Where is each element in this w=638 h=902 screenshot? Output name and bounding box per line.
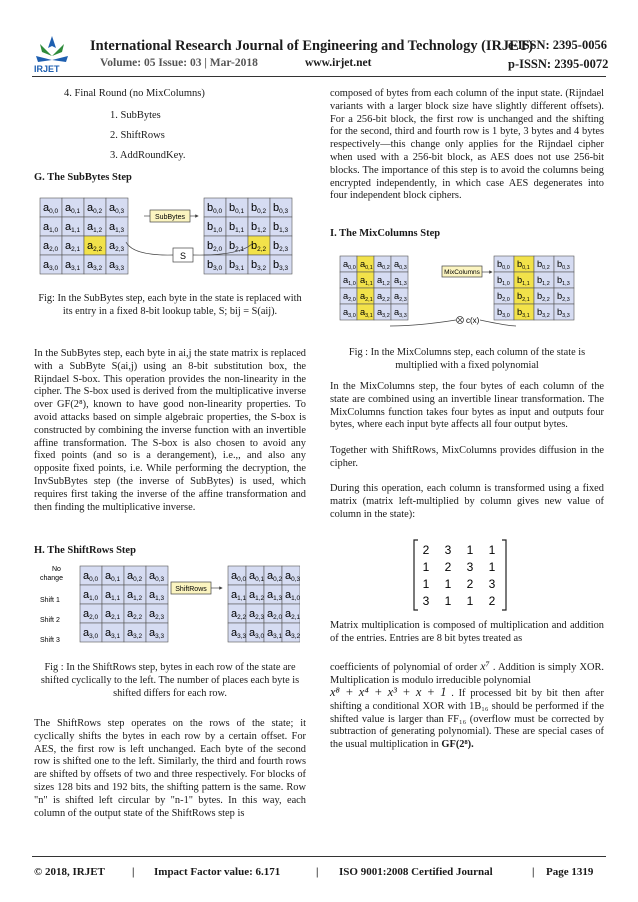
state-cell-label: $a_{2,1}$ bbox=[360, 290, 373, 303]
state-cell-label: $a_{1,1}$ bbox=[360, 274, 373, 287]
state-cell-label: $a_{1,2}$ bbox=[87, 220, 103, 235]
state-cell-label: $a_{0,0}$ bbox=[343, 258, 356, 271]
matrix-entry: 1 bbox=[444, 577, 452, 591]
state-cell-label: $a_{0,1}$ bbox=[65, 201, 81, 216]
para-mixcolumns-6: x⁸ + x⁴ + x³ + x + 1 . If processed bit by bit then after shifting a conditional XOR with 1B₁₆ should be performed if the shifted value is larger than FF₁₆ (overflow must be corrected by subtraction of generating polynomial). These are special cases of the usual multiplication in GF(2⁸). bbox=[330, 685, 604, 751]
para-mixcolumns-4: Matrix multiplication is composed of multiplication and addition of the entries. Entries are 8 bit bytes treated as bbox=[330, 620, 604, 644]
matrix-entry: 1 bbox=[466, 543, 474, 557]
state-cell-label: $a_{1,0}$ bbox=[343, 274, 356, 287]
state-cell-label: $a_{2,2}$ bbox=[377, 290, 390, 303]
state-cell-label: $a_{3,0}$ bbox=[83, 626, 99, 641]
subbytes-figure bbox=[38, 194, 300, 284]
state-cell-label: $a_{2,3}$ bbox=[249, 607, 265, 622]
state-cell-label: $b_{3,1}$ bbox=[517, 306, 530, 319]
state-cell-label: $b_{1,2}$ bbox=[251, 220, 267, 235]
footer-sep: | bbox=[316, 866, 319, 878]
state-cell-label: $b_{2,0}$ bbox=[207, 239, 223, 254]
footer-sep: | bbox=[532, 866, 535, 878]
matrix-entry: 1 bbox=[466, 594, 474, 608]
matrix-entry: 1 bbox=[422, 560, 430, 574]
state-cell-label: $a_{3,2}$ bbox=[87, 258, 103, 273]
para-shiftrows: The ShiftRows step operates on the rows of the state; it cyclically shifts the bytes in each row by a certain offset. For AES, the first row is left unchanged. Each byte of the second row is shifted one to the left. Similarly, the third and fourth rows are shifted by offsets of two and three respectively. For blocks of sizes 128 bits and 192 bits, the shifting pattern is the same. Row "n" is shifted left circular by "n-1" bytes. In this way, each column of the output state of the ShiftRows step is bbox=[34, 718, 306, 819]
state-cell-label: $a_{0,2}$ bbox=[267, 569, 283, 584]
footer-divider bbox=[32, 856, 606, 857]
state-cell-label: $b_{1,1}$ bbox=[229, 220, 245, 235]
state-cell-label: $a_{1,1}$ bbox=[231, 588, 247, 603]
state-cell-label: $a_{3,2}$ bbox=[127, 626, 143, 641]
state-cell-label: $a_{1,1}$ bbox=[65, 220, 81, 235]
state-cell-label: $b_{0,1}$ bbox=[229, 201, 245, 216]
volume-issue: Volume: 05 Issue: 03 | Mar-2018 bbox=[100, 57, 258, 69]
state-cell-label: $b_{0,0}$ bbox=[497, 258, 510, 271]
gf-math: GF(2⁸). bbox=[441, 739, 474, 751]
state-cell-label: $a_{3,0}$ bbox=[249, 626, 265, 641]
footer-iso: ISO 9001:2008 Certified Journal bbox=[339, 866, 493, 878]
state-cell-label: $a_{1,3}$ bbox=[149, 588, 165, 603]
state-cell-label: $a_{1,3}$ bbox=[267, 588, 283, 603]
state-cell-label: $a_{2,2}$ bbox=[231, 607, 247, 622]
matrix-entry: 2 bbox=[466, 577, 474, 591]
fig-i-caption: Fig : In the MixColumns step, each column of the state is multiplied with a fixed polynomial bbox=[348, 347, 586, 371]
state-cell-label: $a_{3,3}$ bbox=[231, 626, 247, 641]
state-cell-label: $a_{3,0}$ bbox=[43, 258, 59, 273]
state-cell-label: $a_{3,3}$ bbox=[149, 626, 165, 641]
state-cell-label: $a_{2,3}$ bbox=[149, 607, 165, 622]
state-cell-label: $a_{2,0}$ bbox=[343, 290, 356, 303]
state-cell-label: $a_{3,1}$ bbox=[65, 258, 81, 273]
mixcolumns-figure bbox=[338, 252, 600, 332]
state-cell-label: $b_{3,3}$ bbox=[557, 306, 570, 319]
footer-copyright: © 2018, IRJET bbox=[34, 866, 105, 878]
state-cell-label: $a_{0,1}$ bbox=[360, 258, 373, 271]
state-cell-label: $b_{2,2}$ bbox=[251, 239, 267, 254]
state-cell-label: $b_{2,3}$ bbox=[557, 290, 570, 303]
matrix-entry: 2 bbox=[444, 560, 452, 574]
no-change-label-2: change bbox=[40, 575, 63, 582]
state-cell-label: $b_{2,3}$ bbox=[273, 239, 289, 254]
state-cell-label: $a_{2,3}$ bbox=[394, 290, 407, 303]
para-mixcolumns-1: In the MixColumns step, the four bytes of each column of the state are combined using an invertible linear transformation. The MixColumns function takes four bytes as input and outputs four bytes, where each input byte affects all four output bytes. bbox=[330, 381, 604, 431]
eissn: e-ISSN: 2395-0056 bbox=[508, 38, 607, 52]
state-cell-label: $a_{3,3}$ bbox=[109, 258, 125, 273]
matrix-entry: 1 bbox=[444, 594, 452, 608]
state-cell-label: $a_{1,3}$ bbox=[394, 274, 407, 287]
state-cell-label: $a_{2,2}$ bbox=[127, 607, 143, 622]
state-cell-label: $b_{1,3}$ bbox=[557, 274, 570, 287]
state-cell-label: $b_{0,0}$ bbox=[207, 201, 223, 216]
state-cell-label: $a_{0,2}$ bbox=[87, 201, 103, 216]
matrix-entry: 1 bbox=[488, 543, 496, 557]
state-cell-label: $b_{0,3}$ bbox=[557, 258, 570, 271]
state-cell-label: $b_{0,3}$ bbox=[273, 201, 289, 216]
state-cell-label: $b_{1,2}$ bbox=[537, 274, 550, 287]
state-cell-label: $b_{1,3}$ bbox=[273, 220, 289, 235]
state-cell-label: $b_{3,3}$ bbox=[273, 258, 289, 273]
state-cell-label: $a_{2,2}$ bbox=[87, 239, 103, 254]
state-cell-label: $a_{3,1}$ bbox=[360, 306, 373, 319]
mix-matrix bbox=[412, 538, 508, 612]
state-cell-label: $a_{0,0}$ bbox=[231, 569, 247, 584]
shiftrows-figure bbox=[38, 562, 300, 652]
state-cell-label: $a_{2,0}$ bbox=[267, 607, 283, 622]
state-cell-label: $b_{1,0}$ bbox=[497, 274, 510, 287]
section-heading-i: I. The MixColumns Step bbox=[330, 228, 441, 239]
state-cell-label: $b_{0,2}$ bbox=[251, 201, 267, 216]
shift1-label: Shift 1 bbox=[40, 597, 60, 604]
state-cell-label: $b_{2,2}$ bbox=[537, 290, 550, 303]
state-cell-label: $b_{1,0}$ bbox=[207, 220, 223, 235]
logo-label: IRJET bbox=[34, 64, 60, 74]
header-divider bbox=[32, 76, 606, 77]
state-cell-label: $a_{0,2}$ bbox=[127, 569, 143, 584]
state-cell-label: $a_{3,2}$ bbox=[377, 306, 390, 319]
shift2-label: Shift 2 bbox=[40, 617, 60, 624]
state-cell-label: $a_{0,0}$ bbox=[83, 569, 99, 584]
matrix-entry: 3 bbox=[488, 577, 496, 591]
para-mixcolumns-2: Together with ShiftRows, MixColumns provides diffusion in the cipher. bbox=[330, 445, 604, 469]
matrix-entry: 2 bbox=[422, 543, 430, 557]
order-math: x⁷ bbox=[480, 659, 490, 673]
state-cell-label: $a_{0,3}$ bbox=[285, 569, 300, 584]
mixcolumns-label: MixColumns bbox=[444, 269, 480, 276]
list-item: 2. ShiftRows bbox=[110, 130, 165, 141]
state-cell-label: $a_{0,1}$ bbox=[249, 569, 265, 584]
state-cell-label: $b_{1,1}$ bbox=[517, 274, 530, 287]
cx-label: c(x) bbox=[466, 316, 480, 325]
state-cell-label: $b_{3,2}$ bbox=[537, 306, 550, 319]
shiftrows-label: ShiftRows bbox=[175, 586, 207, 593]
state-cell-label: $a_{3,2}$ bbox=[285, 626, 300, 641]
state-cell-label: $a_{1,0}$ bbox=[43, 220, 59, 235]
para-subbytes: In the SubBytes step, each byte in ai,j the state matrix is replaced with a SubByte S(ai,j) using an 8-bit substitution box, the Rijndael S-box. This operation provides the non-linearity in the cipher. The S-box used is derived from the multiplicative inverse over GF(2⁸), known to have good non-linearity properties. To avoid attacks based on simple algebraic properties, the S-box is constructed by combining the inverse function with an invertible affine transformation. The S-box is also chosen to avoid any fixed points (and so is a derangement), i.e.,, and also any opposite fixed points, i.e. While performing the decryption, the InvSubBytes step (the inverse of SubBytes) is used, which requires first taking the inverse of the affine transformation and then finding the multiplicative inverse. bbox=[34, 348, 306, 513]
footer-sep: | bbox=[132, 866, 135, 878]
pissn: p-ISSN: 2395-0072 bbox=[508, 57, 609, 71]
state-cell-label: $b_{3,0}$ bbox=[207, 258, 223, 273]
para-mixcolumns-5: coefficients of polynomial of order x⁷ . Addition is simply XOR. Multiplication is modulo irreducible polynomial bbox=[330, 659, 604, 686]
state-cell-label: $a_{2,1}$ bbox=[105, 607, 121, 622]
state-cell-label: $a_{3,0}$ bbox=[343, 306, 356, 319]
section-heading-g: G. The SubBytes Step bbox=[34, 172, 132, 183]
state-cell-label: $a_{3,1}$ bbox=[105, 626, 121, 641]
state-cell-label: $b_{0,1}$ bbox=[517, 258, 530, 271]
state-cell-label: $b_{2,1}$ bbox=[517, 290, 530, 303]
para-shiftrows-cont: composed of bytes from each column of the input state. (Rijndael variants with a larger block size have slightly different offsets). For a 256-bit block, the first row is unchanged and the shifting for the second, third and fourth row is 1 byte, 3 bytes and 4 bytes respectively—this change only applies for the Rijndael cipher when used with a 256-bit block, as AES does not use 256-bit blocks. The importance of this step is to avoid the columns being encrypted independently, in which case AES degenerates into four independent block ciphers. bbox=[330, 88, 604, 202]
shift3-label: Shift 3 bbox=[40, 637, 60, 644]
state-cell-label: $b_{3,1}$ bbox=[229, 258, 245, 273]
state-cell-label: $b_{3,0}$ bbox=[497, 306, 510, 319]
website-link[interactable]: www.irjet.net bbox=[305, 57, 372, 69]
state-cell-label: $a_{2,1}$ bbox=[285, 607, 300, 622]
state-cell-label: $a_{0,3}$ bbox=[149, 569, 165, 584]
state-cell-label: $a_{1,2}$ bbox=[377, 274, 390, 287]
page-header bbox=[0, 0, 638, 78]
list-item: 3. AddRoundKey. bbox=[110, 150, 186, 161]
state-cell-label: $a_{1,0}$ bbox=[285, 588, 300, 603]
state-cell-label: $a_{1,0}$ bbox=[83, 588, 99, 603]
subbytes-label: SubBytes bbox=[155, 214, 185, 221]
state-cell-label: $a_{0,2}$ bbox=[377, 258, 390, 271]
section-heading-h: H. The ShiftRows Step bbox=[34, 545, 136, 556]
state-cell-label: $b_{2,1}$ bbox=[229, 239, 245, 254]
matrix-entry: 2 bbox=[488, 594, 496, 608]
state-cell-label: $a_{0,0}$ bbox=[43, 201, 59, 216]
state-cell-label: $a_{0,3}$ bbox=[394, 258, 407, 271]
list-heading: 4. Final Round (no MixColumns) bbox=[64, 88, 205, 99]
state-cell-label: $a_{0,1}$ bbox=[105, 569, 121, 584]
matrix-entry: 3 bbox=[444, 543, 452, 557]
poly-math: x⁸ + x⁴ + x³ + x + 1 bbox=[330, 685, 447, 699]
state-cell-label: $a_{2,0}$ bbox=[83, 607, 99, 622]
state-cell-label: $a_{1,2}$ bbox=[127, 588, 143, 603]
state-cell-label: $a_{2,0}$ bbox=[43, 239, 59, 254]
state-cell-label: $a_{2,3}$ bbox=[109, 239, 125, 254]
s-label: S bbox=[179, 251, 187, 261]
matrix-entry: 3 bbox=[422, 594, 430, 608]
footer-page: Page 1319 bbox=[546, 866, 594, 878]
state-cell-label: $b_{3,2}$ bbox=[251, 258, 267, 273]
state-cell-label: $a_{2,1}$ bbox=[65, 239, 81, 254]
state-cell-label: $a_{3,1}$ bbox=[267, 626, 283, 641]
state-cell-label: $a_{1,3}$ bbox=[109, 220, 125, 235]
matrix-entry: 1 bbox=[422, 577, 430, 591]
no-change-label: No bbox=[52, 566, 61, 573]
state-cell-label: $b_{0,2}$ bbox=[537, 258, 550, 271]
state-cell-label: $b_{2,0}$ bbox=[497, 290, 510, 303]
fig-g-caption: Fig: In the SubBytes step, each byte in the state is replaced with its entry in a fixed 8-bit lookup table, S; bij = S(aij). bbox=[38, 293, 302, 317]
state-cell-label: $a_{0,3}$ bbox=[109, 201, 125, 216]
state-cell-label: $a_{3,3}$ bbox=[394, 306, 407, 319]
matrix-entry: 1 bbox=[488, 560, 496, 574]
fig-h-caption: Fig : In the ShiftRows step, bytes in each row of the state are shifted cyclically to the left. The number of places each byte is shifted differs for each row. bbox=[40, 662, 300, 699]
list-item: 1. SubBytes bbox=[110, 110, 161, 121]
state-cell-label: $a_{1,1}$ bbox=[105, 588, 121, 603]
footer-impact: Impact Factor value: 6.171 bbox=[154, 866, 281, 878]
state-cell-label: $a_{1,2}$ bbox=[249, 588, 265, 603]
journal-title: International Research Journal of Engineering and Technology (IRJET) bbox=[90, 38, 534, 54]
para-mixcolumns-3: During this operation, each column is transformed using a fixed matrix (matrix left-multiplied by column gives new value of column in the state): bbox=[330, 483, 604, 520]
matrix-entry: 3 bbox=[466, 560, 474, 574]
